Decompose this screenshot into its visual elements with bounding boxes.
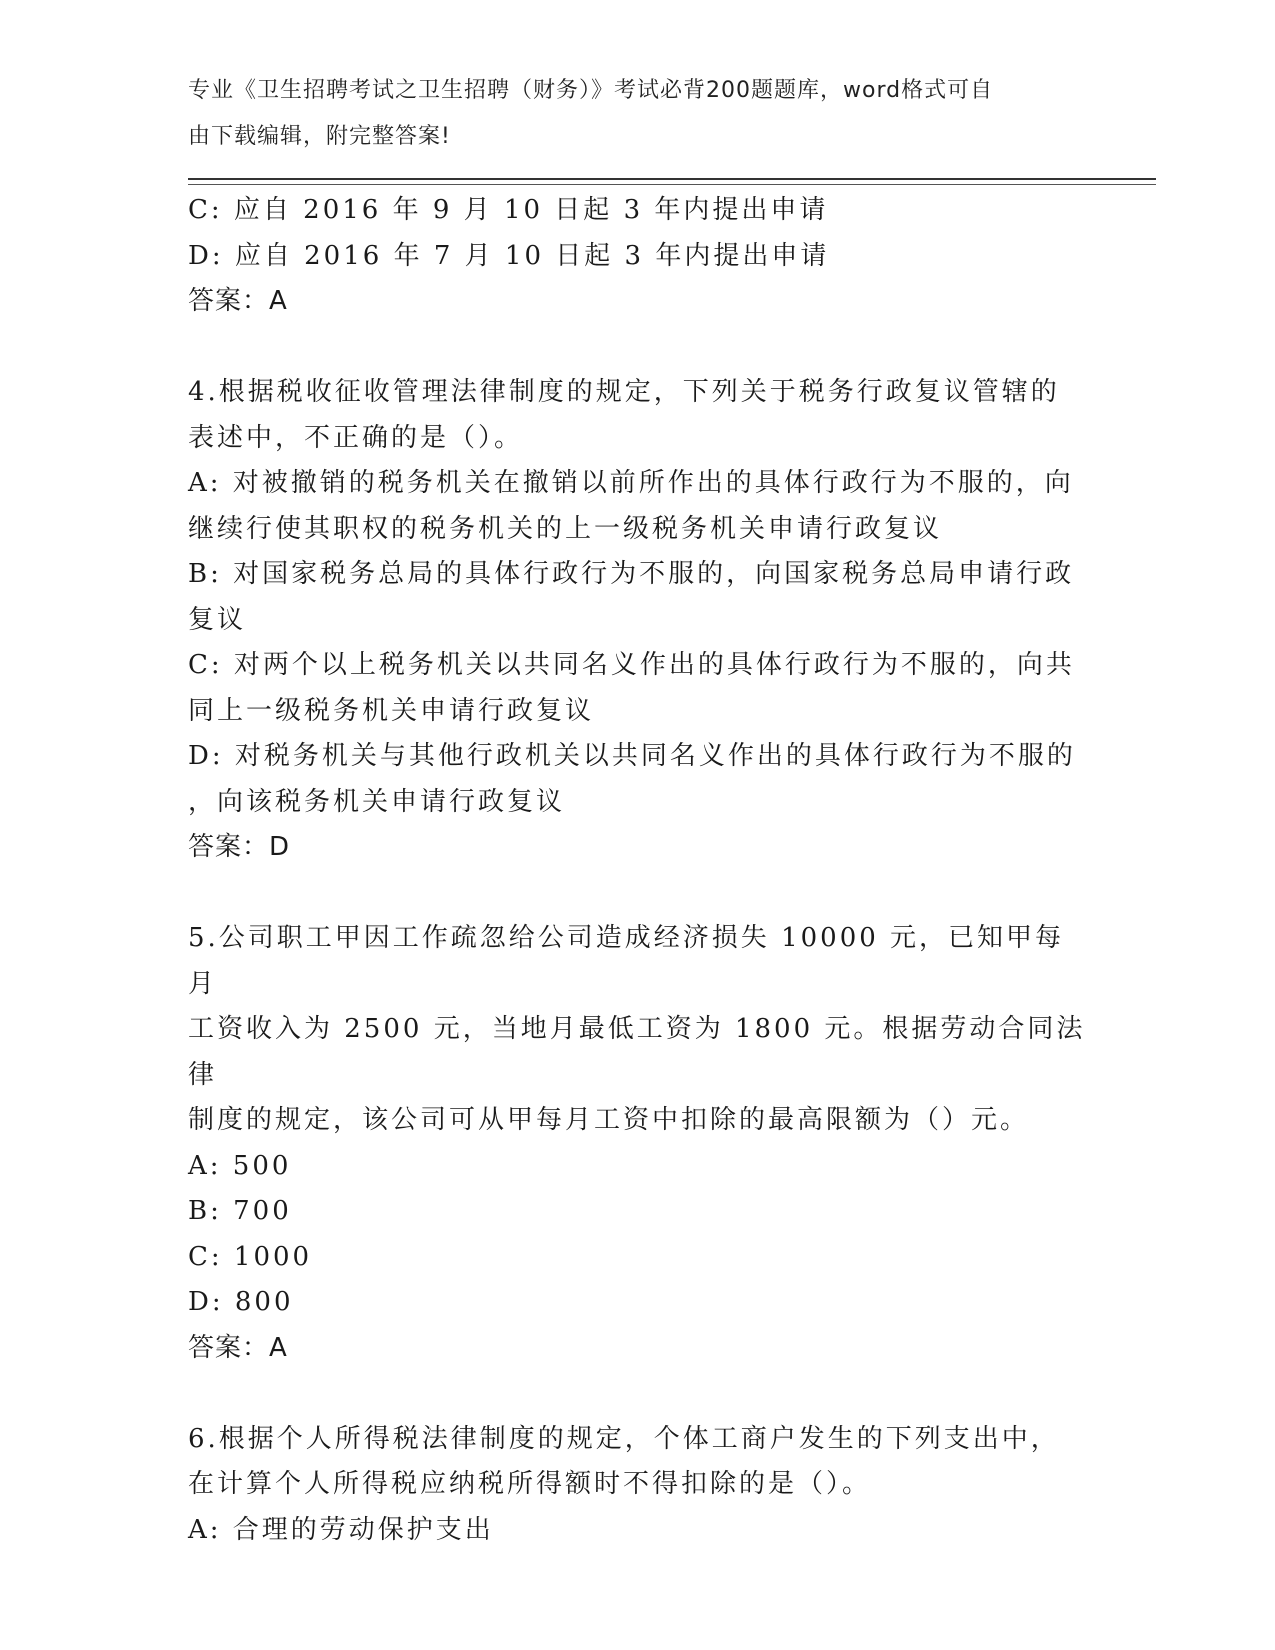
option-c: C: 对两个以上税务机关以共同名义作出的具体行政行为不服的，向共: [188, 650, 1075, 680]
option-c: C: 应自 2016 年 9 月 10 日起 3 年内提出申请: [188, 195, 829, 225]
question-content: [188, 188, 1088, 1553]
option-a: A: 对被撤销的税务机关在撤销以前所作出的具体行政行为不服的，向: [188, 468, 1074, 498]
question-stem: 工资收入为 2500 元，当地月最低工资为 1800 元。根据劳动合同法律: [188, 1014, 1086, 1090]
option-b: B: 对国家税务总局的具体行政行为不服的，向国家税务总局申请行政: [188, 559, 1075, 589]
header-divider-thin: [188, 184, 1156, 185]
question-3-tail: [188, 188, 1088, 325]
option-d: D: 800: [188, 1287, 294, 1317]
header-divider-thick: [188, 178, 1156, 180]
page-header: [188, 72, 1068, 163]
answer: 答案：A: [188, 286, 288, 316]
option-a: A: 合理的劳动保护支出: [188, 1514, 494, 1545]
question-stem: 制度的规定，该公司可从甲每月工资中扣除的最高限额为（）元。: [188, 1105, 1030, 1135]
answer: 答案：D: [188, 832, 291, 862]
header-line-1: 专业《卫生招聘考试之卫生招聘（财务）》考试必背200题题库，word格式可自: [188, 78, 994, 103]
question-stem: 5.公司职工甲因工作疏忽给公司造成经济损失 10000 元，已知甲每月: [188, 923, 1065, 999]
question-stem: 6.根据个人所得税法律制度的规定，个体工商户发生的下列支出中，: [188, 1423, 1060, 1454]
header-line-2: 由下载编辑，附完整答案!: [188, 123, 451, 149]
spacer: [188, 1371, 1088, 1417]
option-c: 同上一级税务机关申请行政复议: [188, 695, 595, 726]
spacer: [188, 325, 1088, 371]
question-stem: 表述中，不正确的是（）。: [188, 422, 524, 453]
question-5: [188, 916, 1088, 1371]
question-6: [188, 1417, 1088, 1554]
question-stem: 在计算个人所得税应纳税所得额时不得扣除的是（）。: [188, 1469, 872, 1499]
option-d: D: 对税务机关与其他行政机关以共同名义作出的具体行政行为不服的: [188, 741, 1076, 771]
question-stem: 4.根据税收征收管理法律制度的规定，下列关于税务行政复议管辖的: [188, 377, 1060, 407]
option-b: 复议: [188, 604, 247, 635]
question-4: [188, 370, 1088, 871]
spacer: [188, 871, 1088, 917]
option-b: B: 700: [188, 1196, 292, 1226]
answer: 答案：A: [188, 1332, 288, 1363]
option-d: ，向该税务机关申请行政复议: [188, 786, 566, 817]
option-d: D: 应自 2016 年 7 月 10 日起 3 年内提出申请: [188, 240, 830, 271]
option-a: A: 500: [188, 1150, 292, 1181]
option-a: 继续行使其职权的税务机关的上一级税务机关申请行政复议: [188, 513, 943, 544]
option-c: C: 1000: [188, 1241, 313, 1272]
